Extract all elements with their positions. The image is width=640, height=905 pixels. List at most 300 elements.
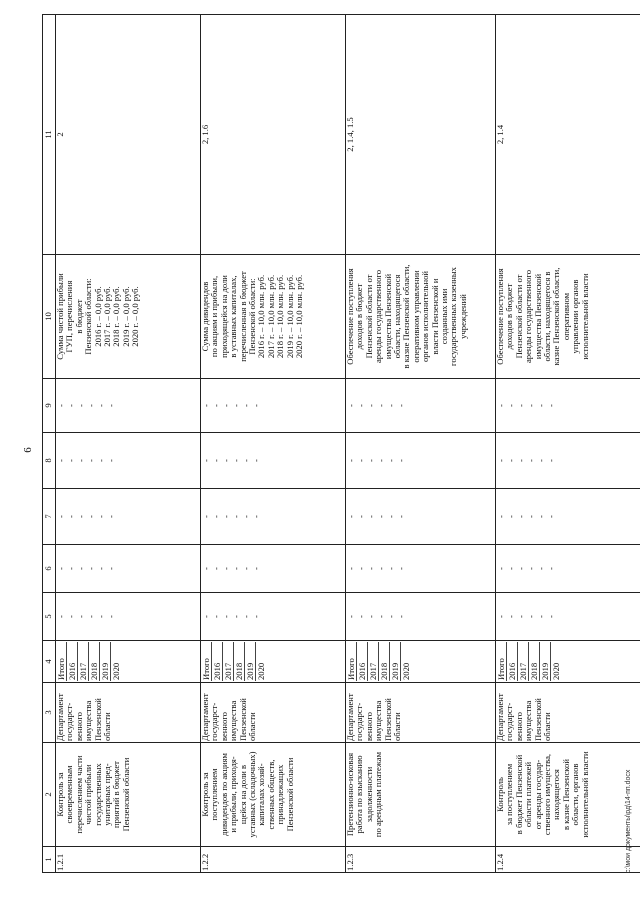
dash-value: - bbox=[221, 459, 231, 462]
cell-line: имущества bbox=[523, 700, 534, 741]
cell-line: 2016 bbox=[507, 642, 518, 681]
cell-line: управлении органов bbox=[570, 279, 581, 354]
dash-value: - bbox=[211, 615, 221, 618]
dash-value: - bbox=[386, 615, 396, 618]
dash-value: - bbox=[96, 615, 106, 618]
funding-value-cell bbox=[201, 489, 346, 545]
years-cell bbox=[56, 641, 201, 683]
cell-line: 2019 г. – 0,0 руб. bbox=[120, 286, 131, 347]
cell-line: щейся на доли в bbox=[237, 764, 248, 825]
dash-value: - bbox=[526, 567, 536, 570]
header-cell: 4 bbox=[43, 641, 56, 683]
cell-line: венного bbox=[363, 712, 374, 741]
cell-line: 2017 bbox=[518, 642, 529, 681]
cell-line: приходящейся на доли bbox=[218, 275, 229, 358]
cell-line: принадлежащих bbox=[275, 764, 286, 825]
cell-line: 2019 bbox=[390, 642, 401, 681]
dash-value: - bbox=[546, 515, 556, 518]
cell-line: Департамент bbox=[55, 693, 65, 741]
cell-line: по арендным платежам bbox=[373, 751, 384, 838]
cell-line: Итого bbox=[496, 642, 507, 681]
dash-value: - bbox=[221, 404, 231, 407]
cell-line: ГУП, перечисления bbox=[64, 280, 75, 353]
dash-value: - bbox=[546, 615, 556, 618]
dash-value: - bbox=[546, 567, 556, 570]
cell-line: Департамент bbox=[345, 693, 355, 741]
result-indicator-cell bbox=[346, 255, 496, 379]
dash-value: - bbox=[56, 404, 66, 407]
dash-value: - bbox=[506, 515, 516, 518]
cell-line: 2018 г. – 0,0 руб. bbox=[111, 286, 122, 347]
cell-line: Пензенской области bbox=[284, 757, 295, 832]
cell-line: 2020 bbox=[551, 662, 561, 680]
cell-line: Обеспечение поступления bbox=[495, 268, 505, 365]
dash-value: - bbox=[251, 515, 261, 518]
dash-value: - bbox=[366, 567, 376, 570]
funding-value-cell bbox=[496, 433, 640, 489]
dash-value: - bbox=[66, 567, 76, 570]
dash-value: - bbox=[396, 404, 406, 407]
cell-line: государст- bbox=[504, 702, 515, 741]
dash-value: - bbox=[76, 515, 86, 518]
dash-value: - bbox=[396, 615, 406, 618]
cell-line: Обеспечение поступления bbox=[345, 268, 355, 365]
cell-line: оперативном управлении bbox=[410, 270, 421, 363]
link-cell: 2, 1.4, 1.5 bbox=[346, 15, 496, 255]
cell-line: в казне Пензенской области, bbox=[401, 264, 412, 369]
cell-line: Пензенской области от bbox=[363, 274, 374, 359]
cell-line: ственного имущества, bbox=[542, 753, 553, 836]
row-number-cell: 1.2.2 bbox=[201, 847, 346, 873]
header-cell: 1 bbox=[43, 847, 56, 873]
dash-value: - bbox=[66, 615, 76, 618]
funding-value-cell bbox=[56, 545, 201, 593]
cell-line: государственных bbox=[92, 763, 103, 826]
dash-value: - bbox=[211, 515, 221, 518]
cell-line: Департамент bbox=[200, 693, 210, 741]
footer-file-path: c:\мои документы\рд\14-пп.docx bbox=[625, 769, 632, 873]
dash-value: - bbox=[386, 459, 396, 462]
dash-value: - bbox=[251, 615, 261, 618]
cell-line: Пензенской bbox=[532, 698, 543, 741]
dash-value: - bbox=[356, 404, 366, 407]
dash-value: - bbox=[56, 515, 66, 518]
dash-value: - bbox=[96, 459, 106, 462]
dash-value: - bbox=[86, 404, 96, 407]
dash-value: - bbox=[76, 459, 86, 462]
row-number-cell: 1.2.1 bbox=[56, 847, 201, 873]
result-indicator-cell bbox=[56, 255, 201, 379]
dash-value: - bbox=[536, 567, 546, 570]
dash-value: - bbox=[201, 515, 211, 518]
cell-line: 2016 bbox=[357, 642, 368, 681]
cell-line: венного bbox=[513, 712, 524, 741]
activity-name-cell bbox=[496, 743, 640, 847]
cell-line: 2018 bbox=[234, 642, 245, 681]
cell-line: 2020 bbox=[401, 662, 411, 680]
dash-value: - bbox=[106, 615, 116, 618]
activity-name-cell bbox=[346, 743, 496, 847]
cell-line: 2017 г. – 10,0 млн. руб. bbox=[265, 274, 276, 359]
cell-line: имущества bbox=[83, 700, 94, 741]
header-row bbox=[43, 15, 56, 873]
cell-line: государст- bbox=[209, 702, 220, 741]
cell-line: по акциям и прибыли, bbox=[209, 275, 220, 358]
cell-line: области, находящегося bbox=[392, 274, 403, 359]
cell-line: 2019 г. – 10,0 млн. руб. bbox=[284, 274, 295, 359]
activity-name-cell bbox=[56, 743, 201, 847]
funding-value-cell bbox=[201, 545, 346, 593]
cell-line: государственных казенных bbox=[448, 267, 459, 366]
cell-line: созданных ими bbox=[439, 288, 450, 345]
dash-value: - bbox=[241, 515, 251, 518]
funding-value-cell bbox=[346, 593, 496, 641]
cell-line: Итого bbox=[56, 642, 67, 681]
dash-value: - bbox=[96, 567, 106, 570]
cell-line: власти Пензенской и bbox=[429, 278, 440, 355]
cell-line: и прибыли, приходя- bbox=[228, 756, 239, 833]
dash-value: - bbox=[536, 615, 546, 618]
cell-line: 2019 bbox=[245, 642, 256, 681]
cell-line: перечисленная в бюджет bbox=[237, 271, 248, 362]
header-cell: 5 bbox=[43, 593, 56, 641]
cell-line: чистой прибыли bbox=[83, 764, 94, 825]
dash-value: - bbox=[376, 404, 386, 407]
dash-value: - bbox=[506, 615, 516, 618]
years-cell bbox=[201, 641, 346, 683]
dash-value: - bbox=[231, 567, 241, 570]
dash-value: - bbox=[106, 459, 116, 462]
cell-line: ственных обществ, bbox=[265, 759, 276, 830]
dash-value: - bbox=[496, 567, 506, 570]
link-cell: 2, 1.6 bbox=[201, 15, 346, 255]
dash-value: - bbox=[346, 567, 356, 570]
cell-line: области платежей bbox=[523, 761, 534, 828]
dash-value: - bbox=[376, 515, 386, 518]
cell-line: 2020 bbox=[256, 662, 266, 680]
funding-value-cell bbox=[56, 489, 201, 545]
dash-value: - bbox=[231, 459, 241, 462]
cell-line: работа по взысканию bbox=[354, 755, 365, 834]
dash-value: - bbox=[251, 404, 261, 407]
executor-cell bbox=[201, 683, 346, 743]
dash-value: - bbox=[241, 404, 251, 407]
cell-line: доходов в бюджет bbox=[504, 283, 515, 350]
dash-value: - bbox=[506, 404, 516, 407]
dash-value: - bbox=[506, 567, 516, 570]
cell-line: уставных (складочных) bbox=[247, 751, 258, 838]
dash-value: - bbox=[106, 567, 116, 570]
dash-value: - bbox=[231, 615, 241, 618]
cell-line: Итого bbox=[346, 642, 357, 681]
cell-line: Контроль за bbox=[55, 772, 65, 817]
cell-line: учреждений bbox=[457, 294, 468, 339]
funding-value-cell bbox=[201, 379, 346, 433]
dash-value: - bbox=[496, 459, 506, 462]
dash-value: - bbox=[366, 459, 376, 462]
cell-line: 2019 bbox=[540, 642, 551, 681]
cell-line: 2018 bbox=[89, 642, 100, 681]
link-cell: 2, 1.4 bbox=[496, 15, 640, 255]
dash-value: - bbox=[96, 515, 106, 518]
table-row bbox=[56, 15, 201, 873]
cell-line: унитарных пред- bbox=[102, 763, 113, 826]
header-cell: 9 bbox=[43, 379, 56, 433]
dash-value: - bbox=[106, 404, 116, 407]
cell-line: задолженности bbox=[363, 766, 374, 823]
dash-value: - bbox=[356, 615, 366, 618]
cell-line: Департамент bbox=[495, 693, 505, 741]
cell-line: Пензенской bbox=[382, 698, 393, 741]
cell-line: 2016 г. – 10,0 млн. руб. bbox=[256, 274, 267, 359]
dash-value: - bbox=[211, 459, 221, 462]
header-cell: 11 bbox=[43, 15, 56, 255]
dash-value: - bbox=[221, 515, 231, 518]
cell-line: Контроль за bbox=[200, 772, 210, 817]
dash-value: - bbox=[526, 615, 536, 618]
funding-value-cell bbox=[56, 433, 201, 489]
cell-line: 2017 bbox=[223, 642, 234, 681]
dash-value: - bbox=[56, 567, 66, 570]
cell-line: поступлением bbox=[209, 768, 220, 821]
cell-line: Пензенской области от bbox=[513, 274, 524, 359]
cell-line: капиталах хозяй- bbox=[256, 763, 267, 826]
dash-value: - bbox=[251, 459, 261, 462]
dash-value: - bbox=[366, 404, 376, 407]
dash-value: - bbox=[86, 515, 96, 518]
cell-line: области bbox=[102, 712, 113, 741]
cell-line: 2017 г. – 0,0 руб. bbox=[102, 286, 113, 347]
dash-value: - bbox=[516, 615, 526, 618]
cell-line: 2020 г. – 10,0 млн. руб. bbox=[294, 274, 305, 359]
cell-line: Контроль bbox=[495, 777, 505, 812]
cell-line: 2016 bbox=[212, 642, 223, 681]
dash-value: - bbox=[396, 567, 406, 570]
dash-value: - bbox=[231, 404, 241, 407]
cell-line: находящегося bbox=[551, 769, 562, 820]
cell-line: казне Пензенской области, bbox=[551, 267, 562, 366]
cell-line: перечислением части bbox=[73, 755, 84, 834]
funding-value-cell bbox=[346, 379, 496, 433]
dash-value: - bbox=[366, 615, 376, 618]
cell-line: доходов в бюджет bbox=[354, 283, 365, 350]
table-row bbox=[496, 15, 640, 873]
dash-value: - bbox=[211, 404, 221, 407]
cell-line: области, находящегося в bbox=[542, 271, 553, 362]
dash-value: - bbox=[386, 567, 396, 570]
header-cell: 10 bbox=[43, 255, 56, 379]
dash-value: - bbox=[346, 515, 356, 518]
dash-value: - bbox=[516, 404, 526, 407]
dash-value: - bbox=[526, 404, 536, 407]
cell-line: Сумма дивидендов bbox=[200, 281, 210, 352]
header-cell: 7 bbox=[43, 489, 56, 545]
cell-line: аренды государственного bbox=[373, 269, 384, 364]
dash-value: - bbox=[231, 515, 241, 518]
result-indicator-cell bbox=[496, 255, 640, 379]
page-number: 6 bbox=[22, 447, 34, 453]
cell-line: имущества Пензенской bbox=[532, 273, 543, 360]
cell-line: Пензенской области: bbox=[83, 278, 94, 355]
dash-value: - bbox=[396, 459, 406, 462]
funding-value-cell bbox=[346, 433, 496, 489]
dash-value: - bbox=[536, 515, 546, 518]
funding-value-cell bbox=[346, 545, 496, 593]
dash-value: - bbox=[76, 615, 86, 618]
dash-value: - bbox=[346, 615, 356, 618]
dash-value: - bbox=[86, 459, 96, 462]
dash-value: - bbox=[536, 459, 546, 462]
cell-line: 2018 г. – 10,0 млн. руб. bbox=[275, 274, 286, 359]
dash-value: - bbox=[346, 459, 356, 462]
dash-value: - bbox=[386, 515, 396, 518]
dash-value: - bbox=[516, 567, 526, 570]
cell-line: в бюджет Пензенской bbox=[513, 754, 524, 835]
dash-value: - bbox=[356, 515, 366, 518]
dash-value: - bbox=[76, 567, 86, 570]
funding-value-cell bbox=[496, 379, 640, 433]
cell-line: государст- bbox=[64, 702, 75, 741]
dash-value: - bbox=[86, 567, 96, 570]
cell-line: Пензенской bbox=[237, 698, 248, 741]
cell-line: 2018 bbox=[379, 642, 390, 681]
dash-value: - bbox=[66, 515, 76, 518]
dash-value: - bbox=[386, 404, 396, 407]
dash-value: - bbox=[526, 459, 536, 462]
dash-value: - bbox=[211, 567, 221, 570]
dash-value: - bbox=[366, 515, 376, 518]
dash-value: - bbox=[56, 459, 66, 462]
dash-value: - bbox=[86, 615, 96, 618]
cell-line: 2018 bbox=[529, 642, 540, 681]
row-number-cell: 1.2.4 bbox=[496, 847, 640, 873]
dash-value: - bbox=[66, 404, 76, 407]
executor-cell bbox=[346, 683, 496, 743]
cell-line: дивидендов по акциям bbox=[218, 753, 229, 836]
dash-value: - bbox=[96, 404, 106, 407]
dash-value: - bbox=[201, 615, 211, 618]
table-row bbox=[201, 15, 346, 873]
cell-line: в уставных капиталах, bbox=[228, 275, 239, 358]
dash-value: - bbox=[376, 459, 386, 462]
cell-line: аренды государственного bbox=[523, 269, 534, 364]
dash-value: - bbox=[516, 515, 526, 518]
dash-value: - bbox=[526, 515, 536, 518]
header-cell: 6 bbox=[43, 545, 56, 593]
cell-line: имущества Пензенской bbox=[382, 273, 393, 360]
dash-value: - bbox=[496, 404, 506, 407]
header-cell: 3 bbox=[43, 683, 56, 743]
cell-line: от аренды государ- bbox=[532, 759, 543, 830]
cell-line: 2017 bbox=[78, 642, 89, 681]
dash-value: - bbox=[376, 615, 386, 618]
cell-line: 2020 bbox=[111, 662, 121, 680]
cell-line: государст- bbox=[354, 702, 365, 741]
cell-line: Претензионно-исковая bbox=[345, 752, 355, 837]
cell-line: 2016 bbox=[67, 642, 78, 681]
dash-value: - bbox=[496, 615, 506, 618]
dash-value: - bbox=[76, 404, 86, 407]
cell-line: области bbox=[542, 712, 553, 741]
cell-line: 2020 г. – 0,0 руб. bbox=[130, 286, 141, 347]
funding-value-cell bbox=[56, 593, 201, 641]
cell-line: за поступлением bbox=[504, 763, 515, 826]
funding-value-cell bbox=[201, 593, 346, 641]
executor-cell bbox=[56, 683, 201, 743]
dash-value: - bbox=[506, 459, 516, 462]
cell-line: в казне Пензенской bbox=[560, 759, 571, 830]
dash-value: - bbox=[221, 567, 231, 570]
dash-value: - bbox=[546, 404, 556, 407]
cell-line: имущества bbox=[373, 700, 384, 741]
cell-line: 2017 bbox=[368, 642, 379, 681]
dash-value: - bbox=[106, 515, 116, 518]
cell-line: приятий в бюджет bbox=[111, 761, 122, 828]
dash-value: - bbox=[356, 459, 366, 462]
dash-value: - bbox=[241, 459, 251, 462]
cell-line: исполнительной власти bbox=[579, 273, 590, 360]
dash-value: - bbox=[56, 615, 66, 618]
plan-table bbox=[42, 14, 640, 873]
cell-line: Пензенской области: bbox=[247, 278, 258, 355]
dash-value: - bbox=[201, 404, 211, 407]
years-cell bbox=[346, 641, 496, 683]
cell-line: в бюджет bbox=[73, 299, 84, 334]
cell-line: Пензенской области bbox=[120, 757, 131, 832]
dash-value: - bbox=[241, 567, 251, 570]
funding-value-cell bbox=[346, 489, 496, 545]
dash-value: - bbox=[251, 567, 261, 570]
funding-value-cell bbox=[496, 545, 640, 593]
dash-value: - bbox=[396, 515, 406, 518]
funding-value-cell bbox=[496, 593, 640, 641]
dash-value: - bbox=[241, 615, 251, 618]
cell-line: Итого bbox=[201, 642, 212, 681]
dash-value: - bbox=[66, 459, 76, 462]
dash-value: - bbox=[201, 459, 211, 462]
dash-value: - bbox=[201, 567, 211, 570]
cell-line: Пензенской bbox=[92, 698, 103, 741]
cell-line: венного bbox=[218, 712, 229, 741]
link-cell: 2 bbox=[56, 15, 201, 255]
dash-value: - bbox=[221, 615, 231, 618]
cell-line: области, органов bbox=[570, 763, 581, 826]
dash-value: - bbox=[536, 404, 546, 407]
years-cell bbox=[496, 641, 640, 683]
cell-line: Сумма чистой прибыли bbox=[55, 273, 65, 360]
cell-line: венного bbox=[73, 712, 84, 741]
cell-line: области bbox=[247, 712, 258, 741]
cell-line: 2019 bbox=[100, 642, 111, 681]
dash-value: - bbox=[356, 567, 366, 570]
result-indicator-cell bbox=[201, 255, 346, 379]
cell-line: оперативном bbox=[560, 292, 571, 341]
dash-value: - bbox=[346, 404, 356, 407]
funding-value-cell bbox=[496, 489, 640, 545]
dash-value: - bbox=[546, 459, 556, 462]
cell-line: области bbox=[392, 712, 403, 741]
executor-cell bbox=[496, 683, 640, 743]
header-cell: 2 bbox=[43, 743, 56, 847]
cell-line: исполнительной власти bbox=[579, 751, 590, 838]
header-cell: 8 bbox=[43, 433, 56, 489]
table-row bbox=[346, 15, 496, 873]
dash-value: - bbox=[516, 459, 526, 462]
cell-line: своевременным bbox=[64, 765, 75, 824]
cell-line: имущества bbox=[228, 700, 239, 741]
dash-value: - bbox=[376, 567, 386, 570]
cell-line: органов исполнительной bbox=[420, 271, 431, 362]
